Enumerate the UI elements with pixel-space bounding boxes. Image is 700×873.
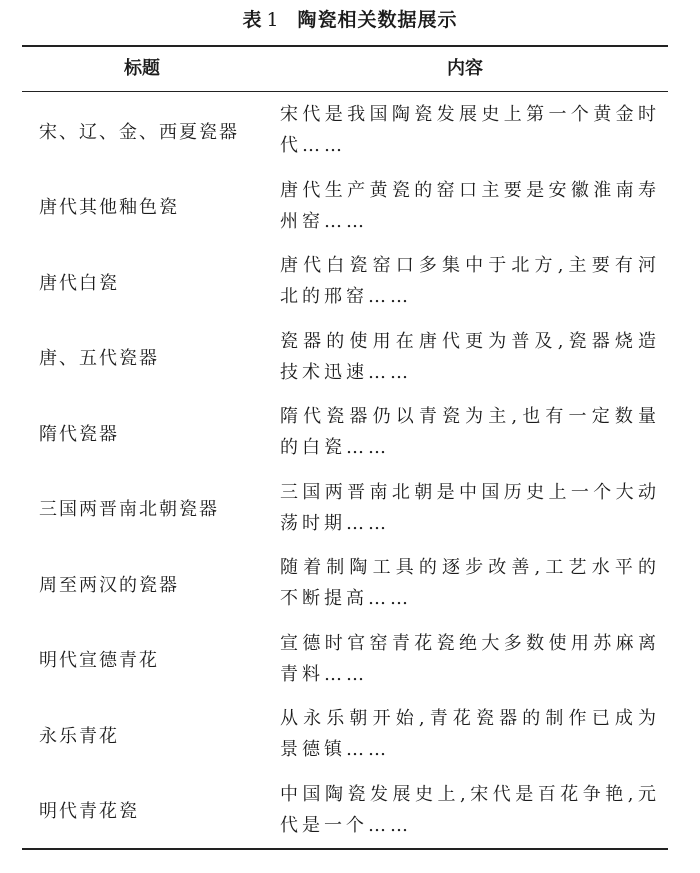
table-row xyxy=(22,320,668,396)
table-title: 陶瓷相关数据展示 xyxy=(297,9,458,31)
table-caption xyxy=(0,6,700,34)
table-row xyxy=(22,169,668,245)
table-header xyxy=(22,47,668,91)
row-content: 瓷器的使用在唐代更为普及,瓷器烧造技术迅速…… xyxy=(280,330,660,383)
row-title: 唐代白瓷 xyxy=(39,272,119,294)
header-rule xyxy=(22,91,668,92)
row-title: 永乐青花 xyxy=(39,725,119,747)
row-title: 隋代瓷器 xyxy=(39,423,119,445)
row-content: 中国陶瓷发展史上,宋代是百花争艳,元代是一个…… xyxy=(280,783,660,836)
table-row xyxy=(22,697,668,773)
table-row xyxy=(22,244,668,320)
table-row xyxy=(22,622,668,698)
row-content: 三国两晋南北朝是中国历史上一个大动荡时期…… xyxy=(280,481,660,534)
header-content: 内容 xyxy=(447,58,483,79)
row-title: 唐代其他釉色瓷 xyxy=(39,197,179,219)
header-title: 标题 xyxy=(124,58,160,79)
row-content: 唐代生产黄瓷的窑口主要是安徽淮南寿州窑…… xyxy=(280,179,660,232)
row-title: 宋、辽、金、西夏瓷器 xyxy=(39,121,239,143)
row-title: 明代青花瓷 xyxy=(39,801,139,823)
table-row xyxy=(22,471,668,547)
row-title: 周至两汉的瓷器 xyxy=(39,574,179,596)
row-content: 随着制陶工具的逐步改善,工艺水平的不断提高…… xyxy=(280,557,660,609)
row-title: 三国两晋南北朝瓷器 xyxy=(39,499,219,521)
bottom-rule xyxy=(22,848,668,850)
table-row xyxy=(22,546,668,622)
row-content: 宋代是我国陶瓷发展史上第一个黄金时代…… xyxy=(280,104,660,156)
row-title: 唐、五代瓷器 xyxy=(39,348,159,370)
row-content: 宣德时官窑青花瓷绝大多数使用苏麻离青料…… xyxy=(280,632,660,685)
row-title: 明代宣德青花 xyxy=(39,650,159,672)
row-content: 唐代白瓷窑口多集中于北方,主要有河北的邢窑…… xyxy=(280,255,660,307)
table-body xyxy=(22,93,668,848)
table-row xyxy=(22,395,668,471)
table-number: 1 xyxy=(266,9,280,31)
table-label: 表 xyxy=(242,9,263,31)
row-content: 隋代瓷器仍以青瓷为主,也有一定数量的白瓷…… xyxy=(280,406,660,458)
row-content: 从永乐朝开始,青花瓷器的制作已成为景德镇…… xyxy=(280,708,660,760)
table-row xyxy=(22,93,668,169)
table-row xyxy=(22,773,668,849)
